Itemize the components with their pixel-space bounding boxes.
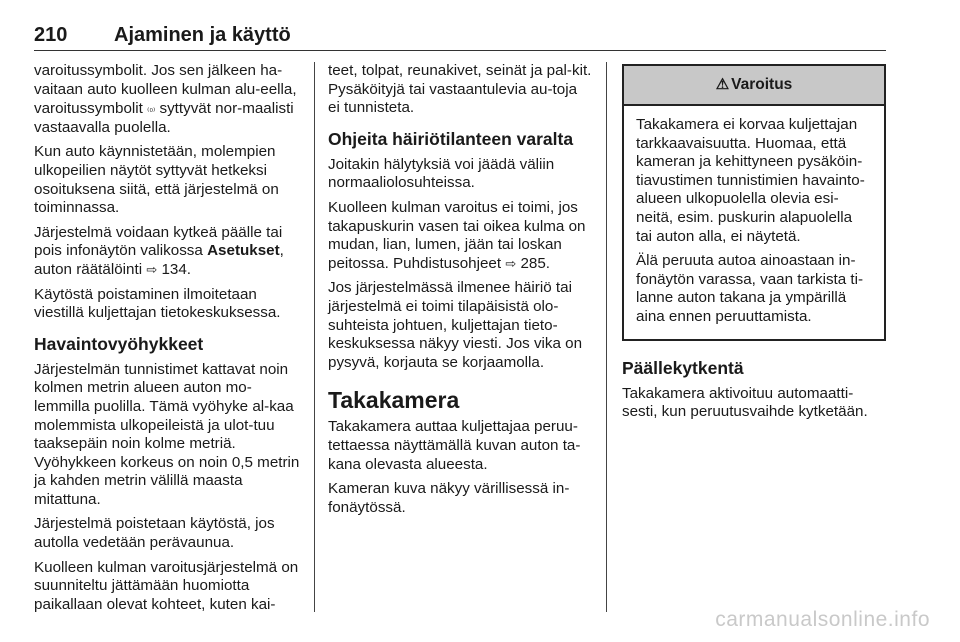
paragraph: teet, tolpat, reunakivet, seinät ja pal-kit. Pysäköityjä tai vastaantulevia au-toja ei tunnisteta. (328, 62, 592, 117)
section-heading-zones: Havaintovyöhykkeet (34, 333, 204, 354)
page-header (34, 24, 886, 48)
blind-spot-symbol-icon: ₍₀₎ (147, 103, 156, 114)
paragraph: Järjestelmä poistetaan käytöstä, jos autolla vedetään perävaunua. (34, 515, 275, 552)
paragraph: Kuolleen kulman varoitus ei toimi, jos takapuskurin vasen tai oikea kulma on mudan, lian, lumen, jään tai loskan peitossa. Puhdistusohjeet ⇨ 285. (328, 198, 586, 272)
column-1 (34, 62, 300, 620)
paragraph: Käytöstä poistaminen ilmoitetaan viestillä kuljettajan tietokeskuksessa. (34, 285, 281, 322)
warning-paragraph: Älä peruuta autoa ainoastaan in-fonäytön varassa, vaan tarkista ti-lanne auton takana ja ympärillä aina ennen peruuttamista. (636, 252, 864, 325)
section-heading-switch-on: Päällekytkentä (622, 357, 744, 378)
paragraph: Jos järjestelmässä ilmenee häiriö tai järjestelmä ei toimi tilapäisistä olo-suhteista johtuen, kuljettajan tieto-keskuksessa näkyy viesti. Jos vika on pysyvä, korjauta se korjaamolla. (328, 279, 583, 371)
column-divider-1 (314, 62, 315, 612)
page-title: Ajaminen ja käyttö (114, 24, 291, 46)
watermark: carmanualsonline.info (715, 608, 930, 631)
paragraph: varoitussymbolit. Jos sen jälkeen ha-vaitaan auto kuolleen kulman alu-eella, varoitussymbolit ₍₀₎ syttyvät nor-maalisti vastaavalla puolella. (34, 62, 297, 136)
menu-name: Asetukset (207, 242, 280, 260)
warning-title: Varoitus (731, 75, 793, 93)
warning-body (624, 106, 884, 339)
paragraph: Kameran kuva näkyy värillisessä in-fonäytössä. (328, 480, 570, 516)
paragraph: Kuolleen kulman varoitusjärjestelmä on suunniteltu jättämään huomiotta paikallaan olevat kohteet, kuten kai- (34, 558, 299, 613)
section-heading-faults: Ohjeita häiriötilanteen varalta (328, 128, 574, 149)
paragraph: Joitakin hälytyksiä voi jäädä väliin normaaliolosuhteissa. (328, 155, 555, 192)
header-divider (34, 50, 886, 51)
page-number: 210 (34, 24, 68, 46)
chapter-heading-camera: Takakamera (328, 387, 460, 414)
warning-box (622, 64, 886, 341)
warning-paragraph: Takakamera ei korvaa kuljettajan tarkkaavaisuutta. Huomaa, että kameran ja kehittyneen pysäköin-tiavustimen tunnistimien havainto-alueen ulkopuolella olevia esi-neitä, esim. puskurin alapuolella tai auton alla, ei näytetä. (636, 116, 865, 245)
paragraph: Järjestelmän tunnistimet kattavat noin kolmen metrin alueen auton mo-lemmilla puolilla. Tämä vyöhyke al-kaa molemmista ulkopeileistä ja ulot-tuu taaksepäin noin kolme metriä. Vyöhykkeen korkeus on noin 0,5 metrin ja kahden metrin välillä maasta mitattuna. (34, 360, 300, 508)
column-3 (622, 64, 886, 428)
warning-header (624, 66, 884, 106)
page-reference-arrow-icon: ⇨ (505, 255, 517, 271)
paragraph: Takakamera auttaa kuljettajaa peruu-tettaessa näyttämällä kuvan auton ta-kana olevasta alueesta. (328, 418, 581, 473)
paragraph: Takakamera aktivoituu automaatti-sesti, kun peruutusvaihde kytketään. (622, 384, 868, 421)
column-divider-2 (606, 62, 607, 612)
page-reference-arrow-icon: ⇨ (146, 261, 158, 277)
paragraph: Kun auto käynnistetään, molempien ulkopeilien näytöt syttyvät hetkeksi osoituksena siitä, että järjestelmä on toiminnassa. (34, 143, 279, 217)
warning-triangle-icon: ⚠ (715, 75, 730, 93)
paragraph: Järjestelmä voidaan kytkeä päälle tai pois infonäytön valikossa Asetukset, auton räätälöinti ⇨ 134. (34, 223, 284, 278)
column-2 (328, 62, 592, 523)
